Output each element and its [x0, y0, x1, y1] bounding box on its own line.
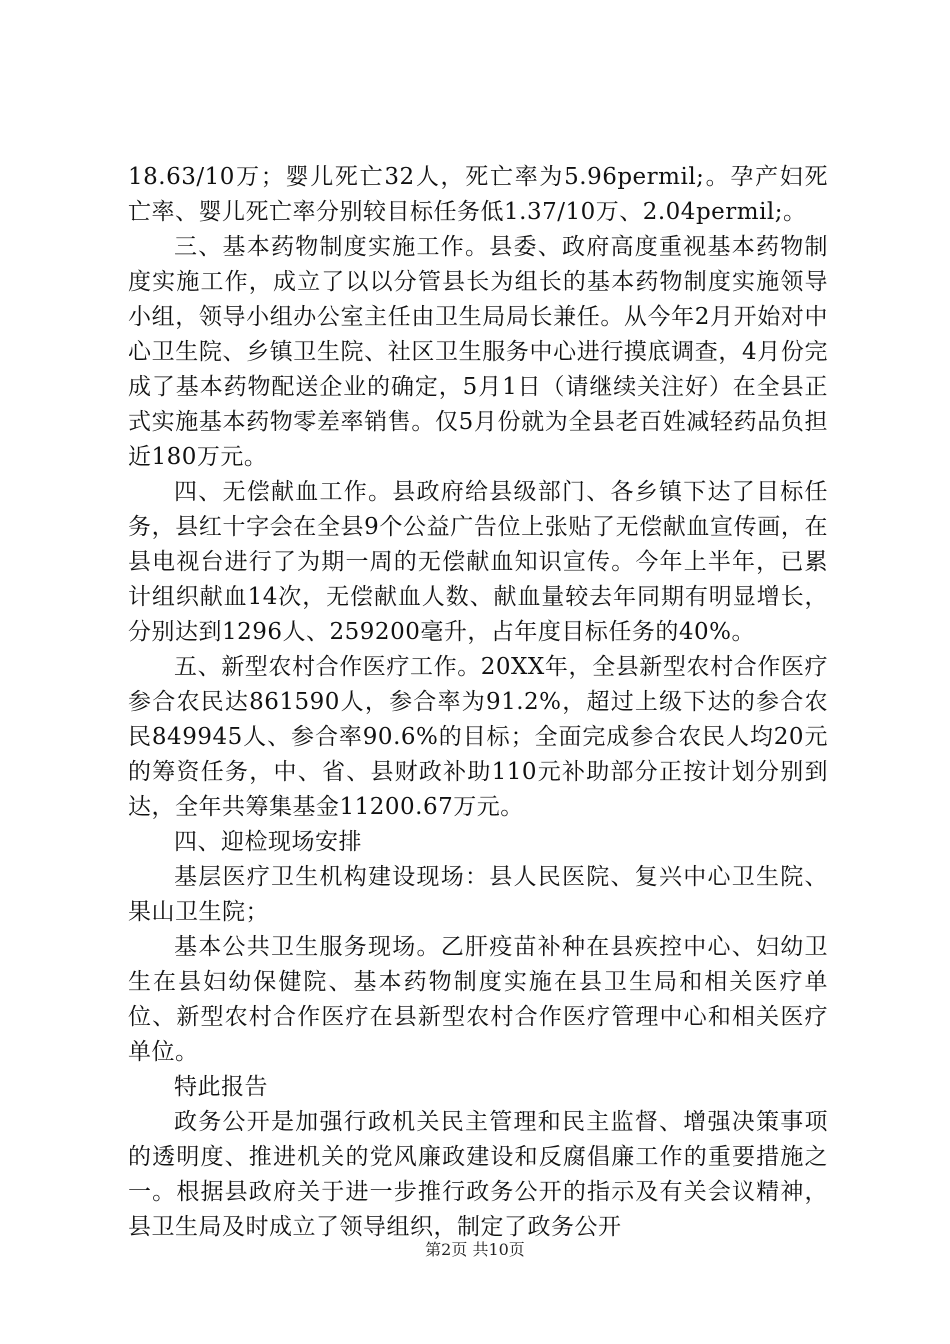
paragraph-closing-report: 特此报告: [174, 1074, 268, 1100]
paragraph-grassroots-sites: 基层医疗卫生机构建设现场：县人民医院、复兴中心卫生院、果山卫生院；: [128, 864, 828, 925]
paragraph-government-affairs: 政务公开是加强行政机关民主管理和民主监督、增强决策事项的透明度、推进机关的党风廉政建设和反腐倡廉工作的重要措施之一。根据县政府关于进一步推行政务公开的指示及有关会议精神，县卫生局及时成立了领导组织，制定了政务公开: [128, 1109, 828, 1240]
paragraph-maternal-infant-mortality: 18.63/10万；婴儿死亡32人，死亡率为5.96permil;。孕产妇死亡率、婴儿死亡率分别较目标任务低1.37/10万、2.04permil;。: [128, 164, 828, 225]
page-number-footer: 第2页 共10页: [425, 1240, 525, 1259]
section-heading-inspection-sites: 四、迎检现场安排: [174, 829, 362, 855]
paragraph-rural-cooperative-medical: 五、新型农村合作医疗工作。20XX年，全县新型农村合作医疗参合农民达861590人，参合率为91.2%，超过上级下达的参合农民849945人、参合率90.6%的目标；全面完成参合农民人均20元的筹资任务，中、省、县财政补助110元补助部分正按计划分别到达，全年共筹集基金11200.67万元。: [128, 654, 828, 820]
paragraph-public-health-sites: 基本公共卫生服务现场。乙肝疫苗补种在县疾控中心、妇幼卫生在县妇幼保健院、基本药物制度实施在县卫生局和相关医疗单位、新型农村合作医疗在县新型农村合作医疗管理中心和相关医疗单位。: [128, 934, 828, 1065]
paragraph-blood-donation: 四、无偿献血工作。县政府给县级部门、各乡镇下达了目标任务，县红十字会在全县9个公益广告位上张贴了无偿献血宣传画，在县电视台进行了为期一周的无偿献血知识宣传。今年上半年，已累计组织献血14次，无偿献血人数、献血量较去年同期有明显增长，分别达到1296人、259200毫升，占年度目标任务的40%。: [128, 479, 828, 645]
document-body: [128, 160, 828, 1245]
paragraph-essential-drugs: 三、基本药物制度实施工作。县委、政府高度重视基本药物制度实施工作，成立了以以分管县长为组长的基本药物制度实施领导小组，领导小组办公室主任由卫生局局长兼任。从今年2月开始对中心卫生院、乡镇卫生院、社区卫生服务中心进行摸底调查，4月份完成了基本药物配送企业的确定，5月1日（请继续关注好）在全县正式实施基本药物零差率销售。仅5月份就为全县老百姓减轻药品负担近180万元。: [128, 234, 828, 470]
